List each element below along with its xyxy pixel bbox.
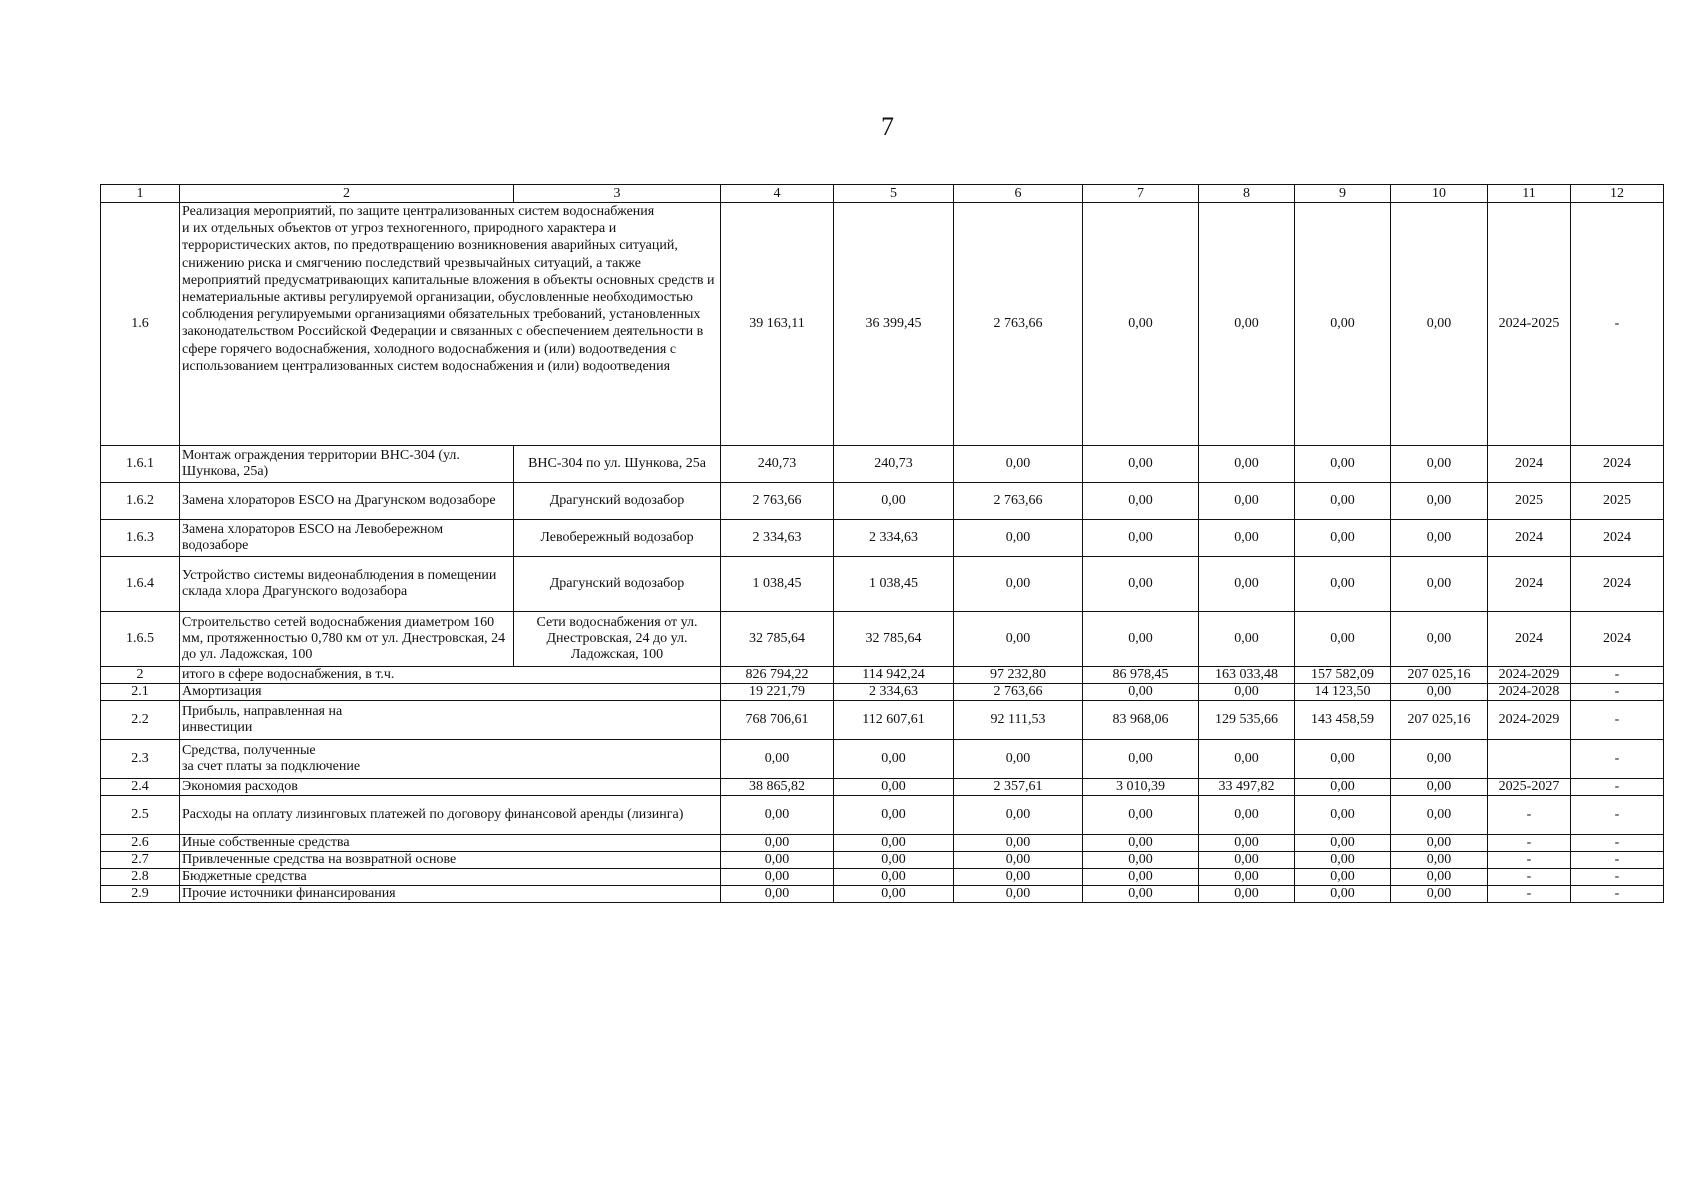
cell-value: 0,00 (1199, 203, 1295, 446)
cell-value: 0,00 (1295, 446, 1391, 483)
cell-value: 0,00 (1199, 886, 1295, 903)
cell-value: 0,00 (1199, 852, 1295, 869)
object-location: Сети водоснабжения от ул. Днестровская, 24 до ул. Ладожская, 100 (514, 612, 721, 667)
row-number: 2 (101, 667, 180, 684)
activity-name: Бюджетные средства (180, 869, 721, 886)
cell-value: 0,00 (1083, 612, 1199, 667)
page-number: 7 (881, 112, 894, 141)
cell-value: 0,00 (1295, 886, 1391, 903)
cell-value: 0,00 (834, 483, 954, 520)
row-number: 2.5 (101, 796, 180, 835)
table-row (101, 612, 1664, 667)
activity-name: Амортизация (180, 684, 721, 701)
column-header: 12 (1571, 185, 1664, 203)
cell-value: 2 334,63 (721, 520, 834, 557)
cell-value: 0,00 (1295, 520, 1391, 557)
table-row (101, 483, 1664, 520)
cell-value: 0,00 (1391, 483, 1488, 520)
cell-value: 14 123,50 (1295, 684, 1391, 701)
cell-value: 0,00 (834, 796, 954, 835)
cell-value: 2 763,66 (954, 483, 1083, 520)
object-location: Драгунский водозабор (514, 483, 721, 520)
cell-value: 2 334,63 (834, 520, 954, 557)
activity-name: итого в сфере водоснабжения, в т.ч. (180, 667, 721, 684)
table-row (101, 740, 1664, 779)
cell-value: 2 763,66 (954, 684, 1083, 701)
cell-value: 0,00 (1199, 446, 1295, 483)
cell-value: 0,00 (1083, 483, 1199, 520)
cell-value: 0,00 (1391, 446, 1488, 483)
period-cell: 2024 (1488, 612, 1571, 667)
cell-value: 0,00 (1295, 796, 1391, 835)
table-row (101, 520, 1664, 557)
row-number: 1.6.2 (101, 483, 180, 520)
investment-program-table (100, 184, 1664, 903)
period-cell: - (1571, 869, 1664, 886)
cell-value: 0,00 (1295, 203, 1391, 446)
cell-value: 2 357,61 (954, 779, 1083, 796)
row-number: 1.6 (101, 203, 180, 446)
period-cell: - (1571, 203, 1664, 446)
cell-value: 0,00 (1083, 740, 1199, 779)
cell-value: 0,00 (1295, 869, 1391, 886)
cell-value: 0,00 (1391, 684, 1488, 701)
object-location: Драгунский водозабор (514, 557, 721, 612)
cell-value: 0,00 (834, 886, 954, 903)
column-header: 11 (1488, 185, 1571, 203)
cell-value: 0,00 (954, 835, 1083, 852)
period-cell: 2024-2029 (1488, 667, 1571, 684)
cell-value: 0,00 (721, 740, 834, 779)
period-cell (1488, 740, 1571, 779)
row-number: 1.6.4 (101, 557, 180, 612)
row-number: 2.2 (101, 701, 180, 740)
table-row (101, 886, 1664, 903)
cell-value: 0,00 (1391, 779, 1488, 796)
period-cell: - (1488, 852, 1571, 869)
table-row (101, 667, 1664, 684)
cell-value: 0,00 (1199, 557, 1295, 612)
cell-value: 0,00 (1391, 740, 1488, 779)
activity-name: Замена хлораторов ESCO на Драгунском водозаборе (180, 483, 514, 520)
row-number: 1.6.3 (101, 520, 180, 557)
activity-name: Средства, полученные за счет платы за подключение (180, 740, 721, 779)
cell-value: 207 025,16 (1391, 701, 1488, 740)
cell-value: 0,00 (1199, 520, 1295, 557)
period-cell: - (1488, 796, 1571, 835)
cell-value: 39 163,11 (721, 203, 834, 446)
table-row (101, 796, 1664, 835)
cell-value: 0,00 (954, 869, 1083, 886)
cell-value: 83 968,06 (1083, 701, 1199, 740)
period-cell: - (1571, 886, 1664, 903)
activity-name: Монтаж ограждения территории ВНС-304 (ул. Шункова, 25а) (180, 446, 514, 483)
cell-value: 0,00 (1199, 835, 1295, 852)
column-header: 2 (180, 185, 514, 203)
cell-value: 2 334,63 (834, 684, 954, 701)
period-cell: - (1571, 779, 1664, 796)
period-cell: - (1571, 701, 1664, 740)
cell-value: 92 111,53 (954, 701, 1083, 740)
cell-value: 0,00 (1083, 446, 1199, 483)
cell-value: 0,00 (1391, 796, 1488, 835)
cell-value: 97 232,80 (954, 667, 1083, 684)
cell-value: 0,00 (1391, 612, 1488, 667)
activity-name: Строительство сетей водоснабжения диаметром 160 мм, протяженностью 0,780 км от ул. Днестровская, 24 до ул. Ладожская, 100 (180, 612, 514, 667)
row-number: 2.1 (101, 684, 180, 701)
cell-value: 0,00 (954, 796, 1083, 835)
row-number: 2.4 (101, 779, 180, 796)
cell-value: 0,00 (834, 852, 954, 869)
cell-value: 163 033,48 (1199, 667, 1295, 684)
cell-value: 112 607,61 (834, 701, 954, 740)
cell-value: 0,00 (721, 886, 834, 903)
cell-value: 0,00 (1083, 886, 1199, 903)
cell-value: 0,00 (1083, 852, 1199, 869)
period-cell: 2024 (1571, 446, 1664, 483)
cell-value: 114 942,24 (834, 667, 954, 684)
period-cell: 2024 (1571, 520, 1664, 557)
period-cell: - (1488, 835, 1571, 852)
table-row (101, 852, 1664, 869)
cell-value: 0,00 (834, 740, 954, 779)
cell-value: 0,00 (834, 779, 954, 796)
cell-value: 0,00 (1295, 557, 1391, 612)
period-cell: - (1488, 869, 1571, 886)
cell-value: 0,00 (721, 796, 834, 835)
cell-value: 0,00 (954, 886, 1083, 903)
activity-name: Иные собственные средства (180, 835, 721, 852)
cell-value: 0,00 (1391, 852, 1488, 869)
period-cell: 2025 (1571, 483, 1664, 520)
cell-value: 207 025,16 (1391, 667, 1488, 684)
cell-value: 0,00 (834, 869, 954, 886)
column-header: 1 (101, 185, 180, 203)
column-number-row (101, 185, 1664, 203)
cell-value: 1 038,45 (721, 557, 834, 612)
table-row (101, 446, 1664, 483)
column-header: 9 (1295, 185, 1391, 203)
table-row (101, 835, 1664, 852)
table-row (101, 779, 1664, 796)
cell-value: 86 978,45 (1083, 667, 1199, 684)
period-cell: 2024-2028 (1488, 684, 1571, 701)
cell-value: 0,00 (834, 835, 954, 852)
cell-value: 0,00 (1295, 779, 1391, 796)
period-cell: 2024 (1571, 612, 1664, 667)
period-cell: - (1571, 852, 1664, 869)
period-cell: 2024-2029 (1488, 701, 1571, 740)
cell-value: 0,00 (1391, 557, 1488, 612)
cell-value: 0,00 (1083, 835, 1199, 852)
period-cell: 2024 (1488, 520, 1571, 557)
cell-value: 240,73 (834, 446, 954, 483)
row-number: 2.9 (101, 886, 180, 903)
table-row (101, 869, 1664, 886)
cell-value: 0,00 (1199, 869, 1295, 886)
column-header: 6 (954, 185, 1083, 203)
cell-value: 0,00 (1199, 796, 1295, 835)
cell-value: 0,00 (1199, 740, 1295, 779)
activity-name: Прочие источники финансирования (180, 886, 721, 903)
cell-value: 0,00 (954, 557, 1083, 612)
row-number: 2.6 (101, 835, 180, 852)
period-cell: 2025 (1488, 483, 1571, 520)
cell-value: 0,00 (1295, 852, 1391, 869)
cell-value: 240,73 (721, 446, 834, 483)
period-cell: 2024 (1488, 446, 1571, 483)
cell-value: 0,00 (1295, 483, 1391, 520)
cell-value: 0,00 (721, 869, 834, 886)
period-cell: 2024 (1571, 557, 1664, 612)
column-header: 8 (1199, 185, 1295, 203)
column-header: 10 (1391, 185, 1488, 203)
object-location: ВНС-304 по ул. Шункова, 25а (514, 446, 721, 483)
period-cell: 2025-2027 (1488, 779, 1571, 796)
column-header: 7 (1083, 185, 1199, 203)
table-row (101, 701, 1664, 740)
column-header: 5 (834, 185, 954, 203)
cell-value: 0,00 (1199, 612, 1295, 667)
cell-value: 0,00 (954, 852, 1083, 869)
cell-value: 38 865,82 (721, 779, 834, 796)
row-number: 2.8 (101, 869, 180, 886)
cell-value: 0,00 (1083, 684, 1199, 701)
activity-name: Реализация мероприятий, по защите централизованных систем водоснабжения и их отдельных объектов от угроз техногенного, природного характера и террористических актов, по предотвращению возникновения аварийных ситуаций, снижению риска и смягчению последствий чрезвычайных ситуаций, а также мероприятий предусматривающих капитальные вложения в объекты основных средств и нематериальные активы регулируемой организации, обусловленные необходимостью соблюдения регулируемыми организациями обязательных требований, установленных законодательством Российской Федерации и связанных с обеспечением деятельности в сфере горячего водоснабжения, холодного водоснабжения и (или) водоотведения с использованием централизованных систем водоснабжения и (или) водоотведения (180, 203, 721, 446)
cell-value: 3 010,39 (1083, 779, 1199, 796)
period-cell: 2024-2025 (1488, 203, 1571, 446)
cell-value: 0,00 (954, 520, 1083, 557)
activity-name: Расходы на оплату лизинговых платежей по договору финансовой аренды (лизинга) (180, 796, 721, 835)
cell-value: 0,00 (1083, 869, 1199, 886)
object-location: Левобережный водозабор (514, 520, 721, 557)
period-cell: - (1488, 886, 1571, 903)
cell-value: 1 038,45 (834, 557, 954, 612)
cell-value: 19 221,79 (721, 684, 834, 701)
cell-value: 768 706,61 (721, 701, 834, 740)
table-row (101, 203, 1664, 446)
period-cell: - (1571, 740, 1664, 779)
cell-value: 0,00 (721, 835, 834, 852)
cell-value: 0,00 (1391, 869, 1488, 886)
cell-value: 36 399,45 (834, 203, 954, 446)
activity-name: Устройство системы видеонаблюдения в помещении склада хлора Драгунского водозабора (180, 557, 514, 612)
cell-value: 0,00 (1391, 203, 1488, 446)
activity-name: Замена хлораторов ESCO на Левобережном водозаборе (180, 520, 514, 557)
cell-value: 0,00 (1199, 483, 1295, 520)
cell-value: 0,00 (1083, 557, 1199, 612)
cell-value: 2 763,66 (954, 203, 1083, 446)
cell-value: 0,00 (954, 446, 1083, 483)
cell-value: 0,00 (1199, 684, 1295, 701)
table-row (101, 684, 1664, 701)
row-number: 2.3 (101, 740, 180, 779)
cell-value: 0,00 (954, 612, 1083, 667)
cell-value: 2 763,66 (721, 483, 834, 520)
cell-value: 143 458,59 (1295, 701, 1391, 740)
cell-value: 0,00 (1083, 520, 1199, 557)
period-cell: - (1571, 796, 1664, 835)
row-number: 1.6.1 (101, 446, 180, 483)
column-header: 3 (514, 185, 721, 203)
cell-value: 0,00 (1391, 520, 1488, 557)
table-row (101, 557, 1664, 612)
period-cell: - (1571, 684, 1664, 701)
row-number: 1.6.5 (101, 612, 180, 667)
column-header: 4 (721, 185, 834, 203)
cell-value: 826 794,22 (721, 667, 834, 684)
cell-value: 0,00 (1083, 796, 1199, 835)
cell-value: 0,00 (1391, 835, 1488, 852)
cell-value: 0,00 (1083, 203, 1199, 446)
cell-value: 32 785,64 (834, 612, 954, 667)
cell-value: 0,00 (1391, 886, 1488, 903)
period-cell: - (1571, 667, 1664, 684)
cell-value: 0,00 (1295, 740, 1391, 779)
cell-value: 129 535,66 (1199, 701, 1295, 740)
cell-value: 0,00 (1295, 612, 1391, 667)
cell-value: 0,00 (721, 852, 834, 869)
activity-name: Экономия расходов (180, 779, 721, 796)
period-cell: 2024 (1488, 557, 1571, 612)
cell-value: 157 582,09 (1295, 667, 1391, 684)
cell-value: 33 497,82 (1199, 779, 1295, 796)
cell-value: 0,00 (1295, 835, 1391, 852)
period-cell: - (1571, 835, 1664, 852)
activity-name: Прибыль, направленная на инвестиции (180, 701, 721, 740)
cell-value: 32 785,64 (721, 612, 834, 667)
activity-name: Привлеченные средства на возвратной основе (180, 852, 721, 869)
row-number: 2.7 (101, 852, 180, 869)
cell-value: 0,00 (954, 740, 1083, 779)
